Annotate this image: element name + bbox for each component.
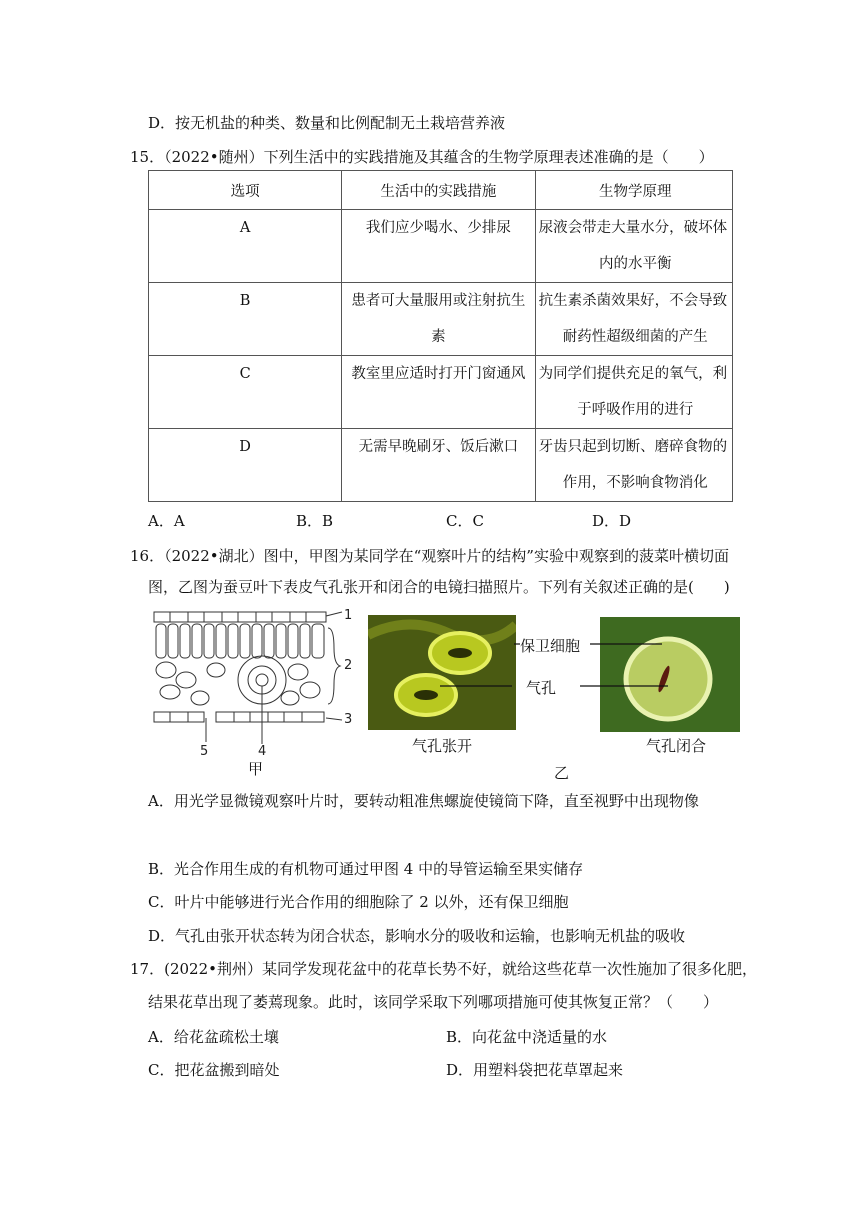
q14-option-d: D．按无机盐的种类、数量和比例配制无土栽培营养液 <box>148 114 506 132</box>
table-cell-option: C <box>149 356 342 429</box>
q16-option-d[interactable]: D．气孔由张开状态转为闭合状态，影响水分的吸收和运输，也影响无机盐的吸收 <box>148 927 686 945</box>
table-cell-option: B <box>149 283 342 356</box>
table-header-principle: 生物学原理 <box>535 171 732 210</box>
table-header-option: 选项 <box>149 171 342 210</box>
principle-line-2: 内的水平衡 <box>599 256 672 272</box>
table-cell-measure: 教室里应适时打开门窗通风 <box>342 356 535 429</box>
principle-line-2: 耐药性超级细菌的产生 <box>562 329 708 345</box>
leaf-cross-section-svg <box>150 608 360 768</box>
principle-line-1: 为同学们提供充足的氧气，利 <box>538 366 728 382</box>
table-row <box>149 210 733 283</box>
table-cell-principle <box>535 356 732 429</box>
label-guard-cell: 保卫细胞 <box>520 637 581 655</box>
principle-line-2: 于呼吸作用的进行 <box>577 402 694 418</box>
q17-stem-line-1: 17．(2022•荆州）某同学发现花盆中的花草长势不好，就给这些花草一次性施加了很多化肥， <box>130 960 757 978</box>
principle-line-2: 作用，不影响食物消化 <box>562 475 708 491</box>
diagram-label-1: 1 <box>344 608 353 623</box>
table-header-row <box>149 171 733 210</box>
measure-line-2: 素 <box>431 329 446 345</box>
q15-choice-c[interactable]: C．C <box>446 512 484 530</box>
table-cell-principle <box>535 283 732 356</box>
table-cell-option: D <box>149 429 342 502</box>
q16-stem-line-2: 图，乙图为蚕豆叶下表皮气孔张开和闭合的电镜扫描照片。下列有关叙述正确的是( ) <box>148 578 730 596</box>
figure-caption-yi: 乙 <box>554 764 570 782</box>
caption-stoma-open: 气孔张开 <box>412 737 473 755</box>
table-cell-measure: 我们应少喝水、少排尿 <box>342 210 535 283</box>
q16-option-a[interactable]: A．用光学显微镜观察叶片时，要转动粗准焦螺旋使镜筒下降，直至视野中出现物像 <box>148 792 699 810</box>
label-stoma: 气孔 <box>526 679 557 697</box>
q17-option-b[interactable]: B．向花盆中浇适量的水 <box>446 1028 608 1046</box>
table-cell-option: A <box>149 210 342 283</box>
principle-line-1: 抗生素杀菌效果好，不会导致 <box>538 293 728 309</box>
leaf-cross-section-diagram <box>150 608 360 768</box>
diagram-label-3: 3 <box>344 712 353 727</box>
q17-stem-line-2: 结果花草出现了萎蔫现象。此时，该同学采取下列哪项措施可使其恢复正常？（ ） <box>148 993 719 1011</box>
q17-option-a[interactable]: A．给花盆疏松土壤 <box>148 1028 279 1046</box>
q16-option-c[interactable]: C．叶片中能够进行光合作用的细胞除了 2 以外，还有保卫细胞 <box>148 893 569 911</box>
table-cell-principle <box>535 429 732 502</box>
q16-stem-line-1: 16．（2022•湖北）图中，甲图为某同学在“观察叶片的结构”实验中观察到的菠菜叶横切面 <box>130 547 729 565</box>
table-cell-measure: 无需早晚刷牙、饭后漱口 <box>342 429 535 502</box>
q15-choice-b[interactable]: B．B <box>296 512 334 530</box>
q15-stem: 15．（2022•随州）下列生活中的实践措施及其蕴含的生物学原理表述准确的是（ ） <box>130 148 714 166</box>
table-header-measure: 生活中的实践措施 <box>342 171 535 210</box>
diagram-label-5: 5 <box>200 744 209 759</box>
q15-table <box>148 170 733 502</box>
q17-option-d[interactable]: D．用塑料袋把花草罩起来 <box>446 1061 624 1079</box>
principle-line-1: 牙齿只起到切断、磨碎食物的 <box>538 439 728 455</box>
diagram-label-4: 4 <box>258 744 267 759</box>
q15-choice-a[interactable]: A．A <box>148 512 185 530</box>
measure-line-1: 患者可大量服用或注射抗生 <box>351 293 526 309</box>
table-row <box>149 283 733 356</box>
diagram-label-2: 2 <box>344 658 353 673</box>
q15-choice-d[interactable]: D．D <box>592 512 632 530</box>
table-row <box>149 356 733 429</box>
q17-option-c[interactable]: C．把花盆搬到暗处 <box>148 1061 280 1079</box>
table-row <box>149 429 733 502</box>
q16-option-b[interactable]: B．光合作用生成的有机物可通过甲图 4 中的导管运输至果实储存 <box>148 860 584 878</box>
table-cell-measure <box>342 283 535 356</box>
figure-caption-jia: 甲 <box>248 760 264 778</box>
table-cell-principle <box>535 210 732 283</box>
principle-line-1: 尿液会带走大量水分，破坏体 <box>538 220 728 236</box>
caption-stoma-closed: 气孔闭合 <box>646 737 707 755</box>
